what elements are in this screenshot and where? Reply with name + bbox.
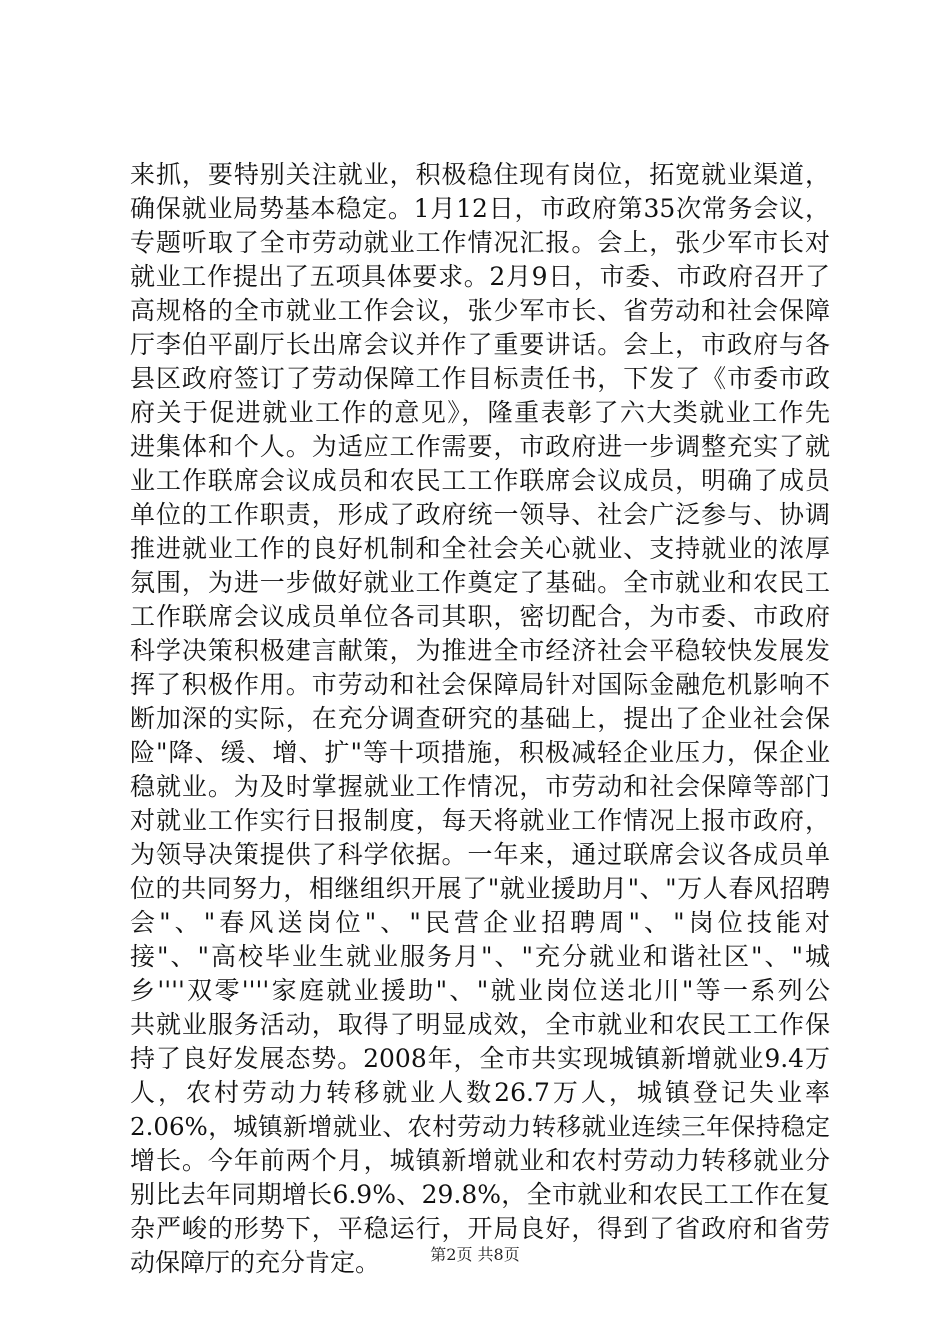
text-line: 挥了积极作用。市劳动和社会保障局针对国际金融危机影响不 <box>130 670 830 699</box>
text-line: 动保障厅的充分肯定。 <box>130 1248 381 1277</box>
text-line: 会"、"春风送岗位"、"民营企业招聘周"、"岗位技能对 <box>130 908 830 937</box>
text-line: 乡''''双零''''家庭就业援助"、"就业岗位送北川"等一系列公 <box>130 976 830 1005</box>
text-line: 增长。今年前两个月，城镇新增就业和农村劳动力转移就业分 <box>130 1146 830 1175</box>
text-line: 单位的工作职责，形成了政府统一领导、社会广泛参与、协调 <box>130 500 830 529</box>
text-line: 科学决策积极建言献策，为推进全市经济社会平稳较快发展发 <box>130 636 830 665</box>
text-line: 杂严峻的形势下，平稳运行，开局良好，得到了省政府和省劳 <box>130 1214 830 1243</box>
text-line: 进集体和个人。为适应工作需要，市政府进一步调整充实了就 <box>130 432 830 461</box>
text-line: 厅李伯平副厅长出席会议并作了重要讲话。会上，市政府与各 <box>130 330 830 359</box>
text-line: 工作联席会议成员单位各司其职，密切配合，为市委、市政府 <box>130 602 830 631</box>
body-paragraph <box>130 158 830 1280</box>
text-line: 府关于促进就业工作的意见》，隆重表彰了六大类就业工作先 <box>130 398 830 427</box>
text-line: 业工作联席会议成员和农民工工作联席会议成员，明确了成员 <box>130 466 830 495</box>
text-line: 就业工作提出了五项具体要求。2月9日，市委、市政府召开了 <box>130 262 830 291</box>
text-line: 来抓，要特别关注就业，积极稳住现有岗位，拓宽就业渠道， <box>130 160 830 189</box>
page-number-footer: 第2页 共8页 <box>430 1245 520 1264</box>
text-line: 推进就业工作的良好机制和全社会关心就业、支持就业的浓厚 <box>130 534 830 563</box>
text-line: 县区政府签订了劳动保障工作目标责任书，下发了《市委市政 <box>130 364 830 393</box>
text-line: 险"降、缓、增、扩"等十项措施，积极减轻企业压力，保企业 <box>130 738 830 767</box>
text-line: 位的共同努力，相继组织开展了"就业援助月"、"万人春风招聘 <box>130 874 830 903</box>
text-line: 为领导决策提供了科学依据。一年来，通过联席会议各成员单 <box>130 840 830 869</box>
text-line: 别比去年同期增长6.9%、29.8%，全市就业和农民工工作在复 <box>130 1180 830 1209</box>
text-line: 专题听取了全市劳动就业工作情况汇报。会上，张少军市长对 <box>130 228 830 257</box>
text-line: 人，农村劳动力转移就业人数26.7万人，城镇登记失业率 <box>130 1078 830 1107</box>
text-line: 断加深的实际，在充分调查研究的基础上，提出了企业社会保 <box>130 704 830 733</box>
text-line: 持了良好发展态势。2008年，全市共实现城镇新增就业9.4万 <box>130 1044 830 1073</box>
text-line: 对就业工作实行日报制度，每天将就业工作情况上报市政府， <box>130 806 830 835</box>
text-line: 2.06%，城镇新增就业、农村劳动力转移就业连续三年保持稳定 <box>130 1112 830 1141</box>
text-line: 共就业服务活动，取得了明显成效，全市就业和农民工工作保 <box>130 1010 830 1039</box>
text-line: 接"、"高校毕业生就业服务月"、"充分就业和谐社区"、"城 <box>130 942 830 971</box>
text-line: 确保就业局势基本稳定。1月12日，市政府第35次常务会议， <box>130 194 830 223</box>
text-line: 稳就业。为及时掌握就业工作情况，市劳动和社会保障等部门 <box>130 772 830 801</box>
text-line: 高规格的全市就业工作会议，张少军市长、省劳动和社会保障 <box>130 296 830 325</box>
text-line: 氛围，为进一步做好就业工作奠定了基础。全市就业和农民工 <box>130 568 830 597</box>
